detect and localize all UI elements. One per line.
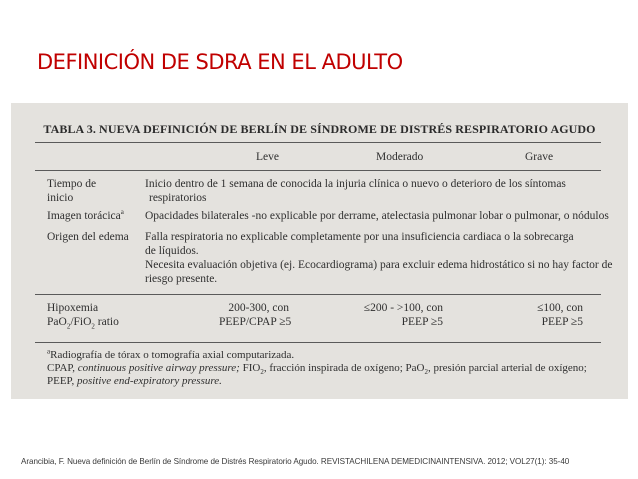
hipoxemia-leve: 200-300, con PEEP/CPAP ≥5 — [219, 302, 292, 328]
hipoxemia-grave: ≤100, con PEEP ≥5 — [537, 302, 583, 328]
slide-title: DEFINICIÓN DE SDRA EN EL ADULTO — [37, 50, 403, 74]
row-label-hipoxemia: Hipoxemia PaO$_2$/FiO$_2$ ratio — [47, 302, 119, 331]
notes-rule — [35, 342, 601, 343]
column-header-grave: Grave — [525, 151, 554, 163]
table-top-rule — [35, 142, 601, 143]
row-label-origen: Origen del edema — [47, 231, 129, 243]
table-footnotes: $^a$Radiografía de tórax o tomografía axial computarizada. CPAP, continuous positive airway pressure; $FIO_2$, fracción inspirada de oxígeno; PaO$_2$, presión parcial arterial de oxígeno; PEEP, positive end-expiratory pressure. — [47, 347, 587, 387]
column-header-leve: Leve — [256, 151, 279, 163]
hipoxemia-rule — [35, 294, 601, 295]
row-text-tiempo: Inicio dentro de 1 semana de conocida la injuria clínica o nuevo o deterioro de los síntomas respiratorios — [145, 178, 566, 204]
definition-table — [11, 103, 628, 399]
row-label-tiempo: Tiempo de inicio — [47, 178, 97, 204]
row-label-imagen: Imagen torácica$^a$ — [47, 208, 124, 222]
row-text-origen: Falla respiratoria no explicable completamente por una insuficiencia cardiaca o la sobrecarga de líquidos. Necesita evaluación objetiva (ej. Ecocardiograma) para excluir edema hidrostático si no hay factor de riesgo presente. — [145, 231, 613, 285]
citation: Arancibia, F. Nueva definición de Berlín de Síndrome de Distrés Respiratorio Agudo. REVISTACHILENA DEMEDICINAINTENSIVA. 2012; VOL27(1): 35-40 — [21, 457, 570, 466]
table-heading: TABLA 3. NUEVA DEFINICIÓN DE BERLÍN DE SÍNDROME DE DISTRÉS RESPIRATORIO AGUDO — [43, 122, 596, 136]
hipoxemia-moderado: ≤200 - >100, con PEEP ≥5 — [363, 302, 443, 328]
header-rule — [35, 170, 601, 171]
row-text-imagen: Opacidades bilaterales -no explicable por derrame, atelectasia pulmonar lobar o pulmonar, o nódulos — [145, 210, 609, 222]
column-header-moderado: Moderado — [376, 151, 424, 163]
